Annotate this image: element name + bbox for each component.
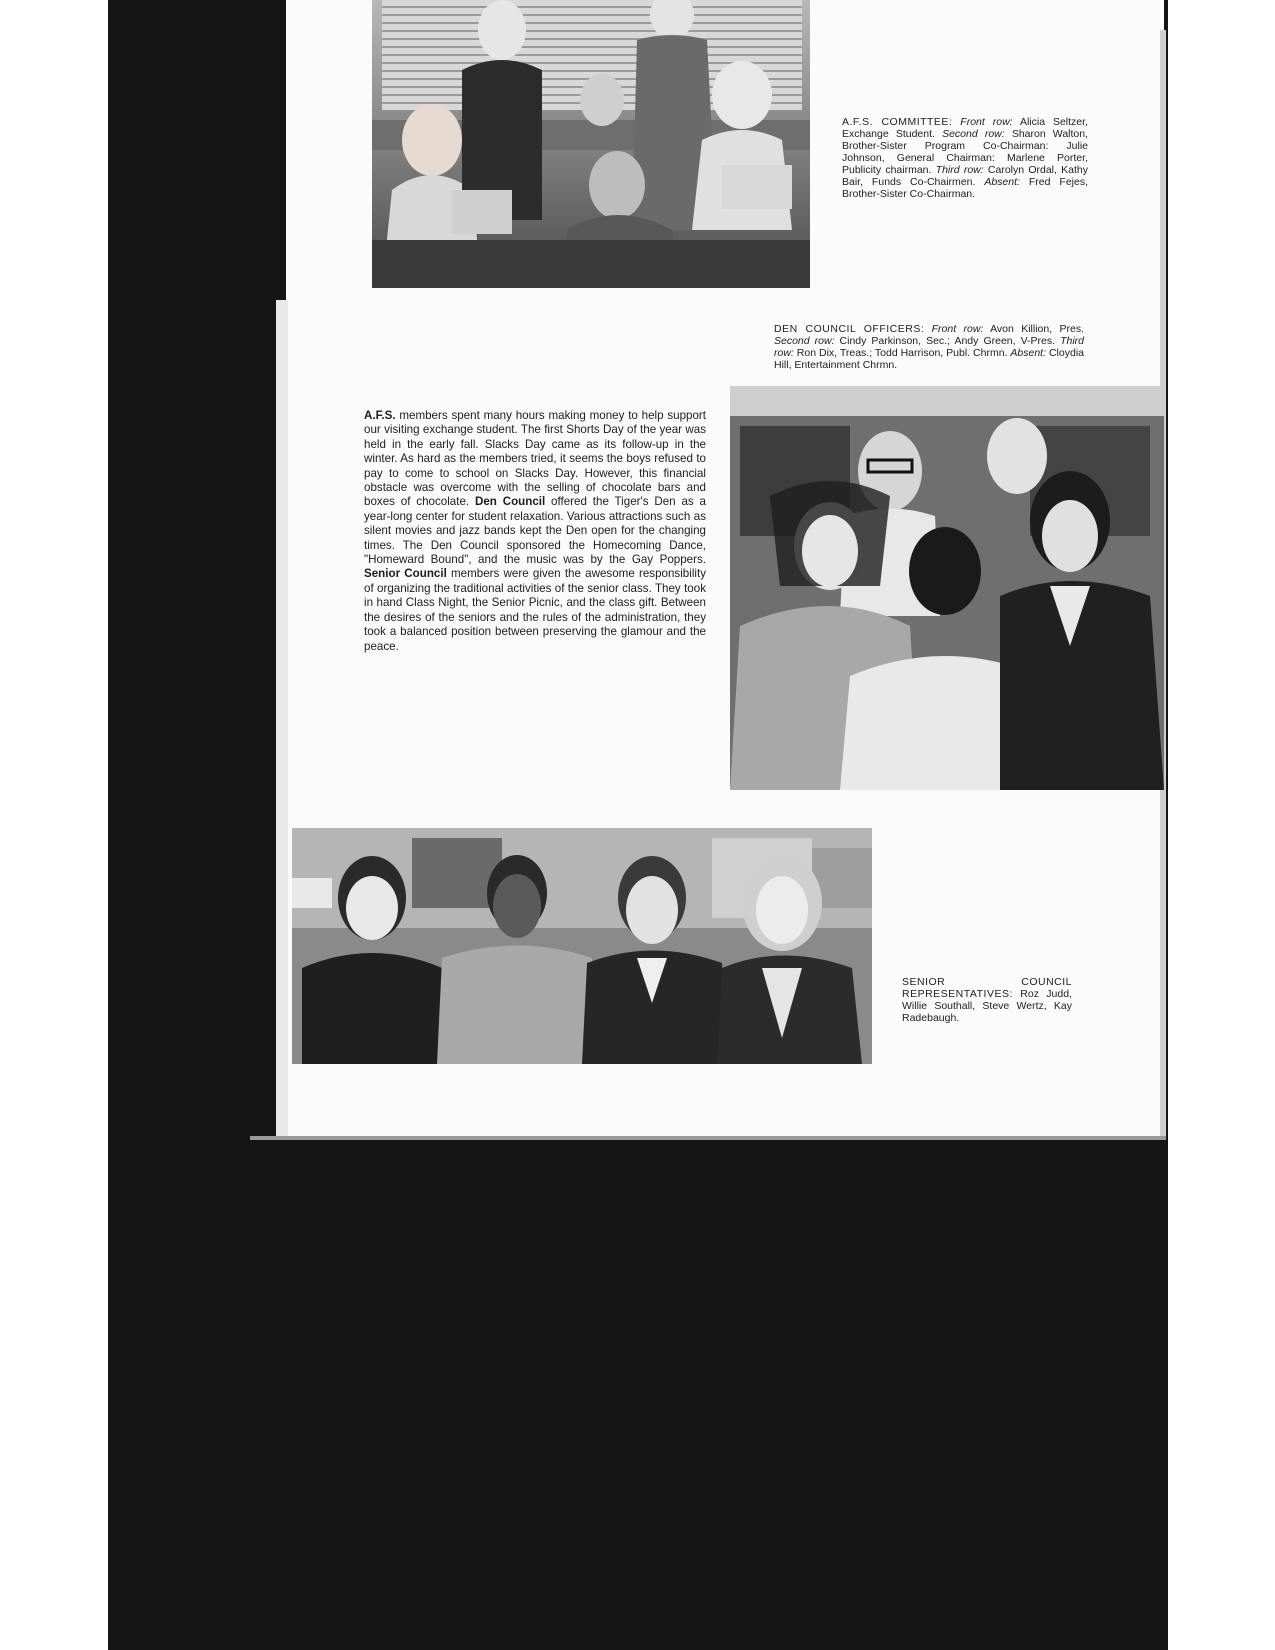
caption-names: Avon Killion, Pres. xyxy=(990,323,1085,335)
body-paragraph-afs: members spent many hours making money to help support our visiting exchange student. The first Shorts Day of the year was held in the early fall. Slacks Day came as its follow-up in the winter. As hard as the members tried, it seems the boys refused to pay to come to school on Slacks Day. However, this financial obstacle was overcome with the selling of chocolate bars and boxes of chocolate. xyxy=(364,409,706,509)
row-label: Front row: xyxy=(931,323,984,335)
afs-committee-photo xyxy=(372,0,810,288)
caption-names: Sharon Walton, Brother-Sister Program Co-Chairman: Julie Johnson, General Chairman: Marlene Porter, Publicity chairman. xyxy=(842,128,1089,176)
caption-label: SENIOR COUNCIL REPRESENTATIVES: xyxy=(902,976,1072,1000)
row-label: Front row: xyxy=(960,116,1013,128)
body-lead-senior-council: Senior Council xyxy=(364,567,447,581)
caption-names: Carolyn Ordal, Kathy Bair, Funds Co-Chairmen. xyxy=(842,164,1088,188)
row-label: Absent: xyxy=(984,176,1020,188)
row-label: Third row: xyxy=(774,335,1084,359)
caption-names: Cloydia Hill, Entertainment Chrmn. xyxy=(774,347,1084,371)
caption-names: Fred Fejes, Brother-Sister Co-Chairman. xyxy=(842,176,1088,200)
row-label: Second row: xyxy=(774,335,835,347)
caption-names: Ron Dix, Treas.; Todd Harrison, Publ. Chrmn. xyxy=(796,347,1008,359)
body-paragraph-den: offered the Tiger's Den as a year-long center for student relaxation. Various attractions such as silent movies and jazz bands kept the Den open for the changing times. The Den Council sponsored the Homecoming Dance, "Homeward Bound", and the music was by the Gay Poppers. xyxy=(364,495,706,567)
caption-names: Cindy Parkinson, Sec.; Andy Green, V-Pres. xyxy=(839,335,1056,347)
article-body xyxy=(364,409,706,654)
senior-council-caption xyxy=(902,976,1072,1024)
caption-label: A.F.S. COMMITTEE: xyxy=(842,116,953,128)
page-bottom-edge xyxy=(250,1136,1166,1140)
den-council-caption xyxy=(774,323,1084,371)
den-council-photo xyxy=(730,386,1164,790)
afs-committee-caption xyxy=(842,116,1088,200)
caption-names: Roz Judd, Willie Southall, Steve Wertz, Kay Radebaugh. xyxy=(902,988,1072,1024)
senior-council-photo xyxy=(292,828,872,1064)
caption-names: Alicia Seltzer, Exchange Student. xyxy=(842,116,1088,140)
row-label: Third row: xyxy=(935,164,984,176)
row-label: Second row: xyxy=(942,128,1005,140)
body-paragraph-senior: members were given the awesome responsibility of organizing the traditional activities of the senior class. They took in hand Class Night, the Senior Picnic, and the class gift. Between the desires of the seniors and the rules of the administration, they took a balanced position between preserving the glamour and the peace. xyxy=(364,567,706,653)
body-lead-den-council: Den Council xyxy=(474,495,546,509)
caption-label: DEN COUNCIL OFFICERS: xyxy=(774,323,925,335)
body-lead-afs: A.F.S. xyxy=(364,409,396,422)
page-binding-edge xyxy=(276,300,288,1140)
row-label: Absent: xyxy=(1010,347,1047,359)
